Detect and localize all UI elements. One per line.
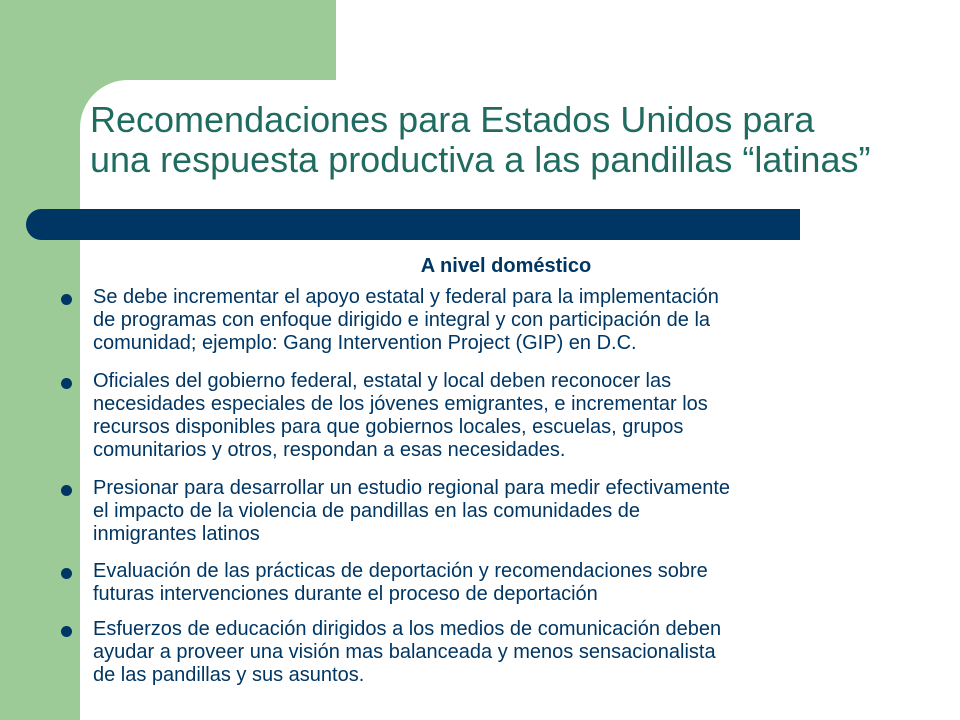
bullet-dot-icon xyxy=(61,626,72,637)
list-item xyxy=(93,286,943,355)
slide-title-line-1: Recomendaciones para Estados Unidos para xyxy=(90,99,815,140)
list-item xyxy=(93,560,943,606)
bullet-text-line: Esfuerzos de educación dirigidos a los medios de comunicación deben xyxy=(93,618,722,640)
bullet-text-line: Se debe incrementar el apoyo estatal y federal para la implementación xyxy=(93,286,719,308)
section-heading: A nivel doméstico xyxy=(420,255,592,277)
bullet-text-line: recursos disponibles para que gobiernos locales, escuelas, grupos xyxy=(93,416,684,438)
slide-title-line-2: una respuesta productiva a las pandillas “latinas” xyxy=(90,139,871,180)
bullet-text-line: de programas con enfoque dirigido e integral y con participación de la xyxy=(93,309,711,331)
bullet-text-line: futuras intervenciones durante el proceso de deportación xyxy=(93,583,598,605)
bullet-dot-icon xyxy=(61,568,72,579)
bullet-text-line: Presionar para desarrollar un estudio regional para medir efectivamente xyxy=(93,477,731,499)
bullet-text-line: necesidades especiales de los jóvenes emigrantes, e incrementar los xyxy=(93,393,708,415)
list-item xyxy=(93,370,943,462)
bullet-dot-icon xyxy=(61,378,72,389)
list-item xyxy=(93,477,943,546)
bullet-text-line: de las pandillas y sus asuntos. xyxy=(93,664,365,686)
bullet-text-line: el impacto de la violencia de pandillas en las comunidades de xyxy=(93,500,641,522)
bullet-text-line: Oficiales del gobierno federal, estatal y local deben reconocer las xyxy=(93,370,672,392)
bullet-text-line: comunidad; ejemplo: Gang Intervention Project (GIP) en D.C. xyxy=(93,332,637,354)
bullet-text-line: comunitarios y otros, respondan a esas necesidades. xyxy=(93,439,566,461)
bullet-text-line: inmigrantes latinos xyxy=(93,523,260,545)
bullet-text-line: Evaluación de las prácticas de deportación y recomendaciones sobre xyxy=(93,560,708,582)
bullet-text-line: ayudar a proveer una visión mas balanceada y menos sensacionalista xyxy=(93,641,716,663)
bullet-dot-icon xyxy=(61,294,72,305)
bullet-dot-icon xyxy=(61,485,72,496)
list-item xyxy=(93,618,943,687)
